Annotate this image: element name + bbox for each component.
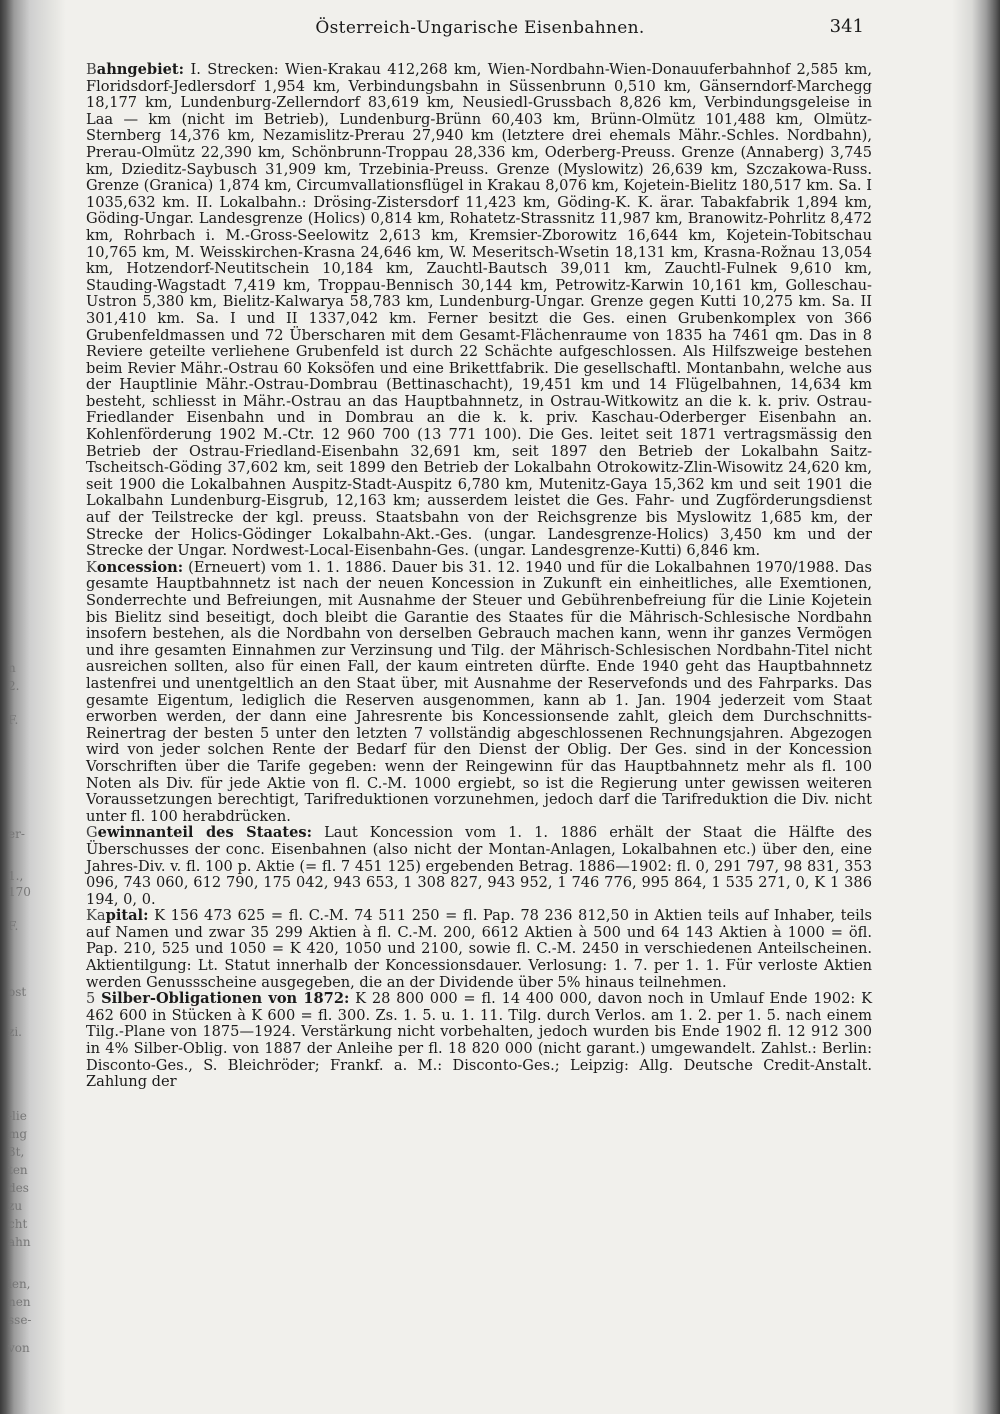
margin-fragment: F.	[8, 713, 19, 727]
margin-fragment: n	[8, 661, 16, 675]
section-kapital	[86, 908, 872, 991]
section-heading: pital:	[105, 907, 149, 925]
margin-fragment: mg	[8, 1127, 28, 1141]
section-text: I. Strecken: Wien-Krakau 412,268 km, Wien-Nordbahn-Wien-Donauuferbahnhof 2,585 km, Floridsdorf-Jedlersdorf 1,954 km, Verbindungsbahn in Süssenbrunn 0,510 km, Gänserndorf-Marchegg 18,177 km, Lundenburg-Zellerndorf 83,619 km, Neusiedl-Grussbach 8,826 km, Verbindungsgeleise in Laa — km (nicht im Betrieb), Lundenburg-Brünn 60,403 km, Brünn-Olmütz 101,488 km, Olmütz-Sternberg 14,376 km, Nezamislitz-Prerau 27,940 km (letztere drei ehemals Mähr.-Schles. Nordbahn), Prerau-Olmütz 22,390 km, Schönbrunn-Troppau 28,336 km, Oderberg-Preuss. Grenze (Annaberg) 3,745 km, Dzieditz-Saybusch 31,909 km, Trzebinia-Preuss. Grenze (Myslowitz) 26,639 km, Szczakowa-Russ. Grenze (Granica) 1,874 km, Circumvallationsflügel in Krakau 8,076 km, Kojetein-Bielitz 180,517 km. Sa. I 1035,632 km. II. Lokalbahn.: Drösing-Zistersdorf 11,423 km, Göding-K. K. ärar. Tabakfabrik 1,894 km, Göding-Ungar. Landesgrenze (Holics) 0,814 km, Rohatetz-Strassnitz 11,987 km, Branowitz-Pohrlitz 8,472 km, Rohrbach i. M.-Gross-Seelowitz 2,613 km, Kremsier-Zborowitz 16,644 km, Kojetein-Tobitschau 10,765 km, M. Weisskirchen-Krasna 24,646 km, W. Meseritsch-Wsetin 18,131 km, Krasna-Rožnau 13,054 km, Hotzendorf-Neutitschein 10,184 km, Zauchtl-Bautsch 39,011 km, Zauchtl-Fulnek 9,610 km, Stauding-Wagstadt 7,419 km, Troppau-Bennisch 30,144 km, Petrowitz-Karwin 10,161 km, Golleschau-Ustron 5,380 km, Bielitz-Kalwarya 58,783 km, Lundenburg-Ungar. Grenze gegen Kutti 10,275 km. Sa. II 301,410 km. Sa. I und II 1337,042 km. Ferner besitzt die Ges. einen Grubenkomplex von 366 Grubenfeldmassen und 72 Überscharen mit dem Gesamt-Flächenraume von 1835 ha 7461 qm. Das in 8 Reviere geteilte verliehene Grubenfeld ist durch 22 Schächte aufgeschlossen. Als Hilfszweige bestehen beim Revier Mähr.-Ostrau 60 Koksöfen und eine Brikettfabrik. Die gesellschaftl. Montanbahn, welche aus der Hauptlinie Mähr.-Ostrau-Dombrau (Bettinaschacht), 19,451 km und 14 Flügelbahnen, 14,634 km besteht, schliesst in Mähr.-Ostrau an das Hauptbahnnetz, in Ostrau-Witkowitz an die k. k. priv. Ostrau-Friedlander Eisenbahn und in Dombrau an die k. k. priv. Kaschau-Oderberger Eisenbahn an. Kohlenförderung 1902 M.-Ctr. 12 960 700 (13 771 100). Die Ges. leitet seit 1871 vertragsmässig den Betrieb der Ostrau-Friedland-Eisenbahn 32,691 km, seit 1897 den Betrieb der Lokalbahn Saitz-Tscheitsch-Göding 37,602 km, seit 1899 den Betrieb der Lokalbahn Otrokowitz-Zlin-Wisowitz 24,620 km, seit 1900 die Lokalbahnen Auspitz-Stadt-Auspitz 6,780 km, Mutenitz-Gaya 15,362 km und seit 1901 die Lokalbahn Lundenburg-Eisgrub, 12,163 km; ausserdem leistet die Ges. Fahr- und Zugförderungsdienst auf der Teilstrecke der kgl. preuss. Staatsbahn von der Reichsgrenze bis Myslowitz 1,685 km, der Strecke der Holics-Gödinger Lokalbahn-Akt.-Ges. (ungar. Landesgrenze-Holics) 3,450 km und der Strecke der Ungar. Nordwest-Local-Eisenbahn-Ges. (ungar. Landesgrenze-Kutti) 6,846 km.	[86, 61, 872, 560]
section-gewinnanteil	[86, 825, 872, 908]
section-initial: B	[86, 61, 97, 78]
section-text: K 28 800 000 = fl. 14 400 000, davon noch in Umlauf Ende 1902: K 462 600 in Stücken à K 600 = fl. 300. Zs. 1. 5. u. 1. 11. Tilg. durch Verlos. am 1. 2. per 1. 5. nach einem Tilg.-Plane von 1875—1924. Verstärkung nicht vorbehalten, jedoch wurden bis Ende 1902 fl. 12 912 300 in 4% Silber-Oblig. von 1887 der Anleihe per fl. 18 820 000 (nicht garant.) umgewandelt. Zahlst.: Berlin: Disconto-Ges., S. Bleichröder; Frankf. a. M.: Disconto-Ges.; Leipzig: Allg. Deutsche Credit-Anstalt. Zahlung der	[86, 990, 873, 1091]
section-text: (Erneuert) vom 1. 1. 1886. Dauer bis 31. 12. 1940 und für die Lokalbahnen 1970/1988. Das gesamte Hauptbahnnetz ist nach der neuen Koncession in Zukunft ein einheitliches, alle Exemtionen, Sonderrechte und Befreiungen, mit Ausnahme der Steuer und Gebührenbefreiung für die Linie Kojetein bis Bielitz sind beseitigt, doch bleibt die Garantie des Staates für die Mährisch-Schlesische Nordbahn insofern bestehen, als die Nordbahn von derselben Gebrauch machen kann, wenn ihr ganzes Vermögen und ihre gesamten Einnahmen zur Verzinsung und Tilg. der Mährisch-Schlesischen Nordbahn-Titel nicht ausreichen sollten, also für einen Fall, der kaum eintreten dürfte. Ende 1940 geht das Hauptbahnnetz lastenfrei und unentgeltlich an den Staat über, mit Ausnahme der Reservefonds und des Fahrparks. Das gesamte Eigentum, lediglich die Reserven ausgenommen, kann ab 1. Jan. 1904 jederzeit vom Staat erworben werden, der dann eine Jahresrente bis Koncessionsende zahlt, gleich dem Durchschnitts-Reinertrag der besten 5 unter den letzten 7 vollständig abgeschlossenen Rechnungsjahren. Abgezogen wird von jeder solchen Rente der Bedarf für den Dienst der Oblig. Der Ges. sind in der Koncession Vorschriften über die Tarife gegeben: wenn der Reingewinn für das Hauptbahnnetz mehr als fl. 100 Noten als Div. für jede Aktie von fl. C.-M. 1000 ergiebt, so ist die Regierung unter gewissen weiteren Voraussetzungen berechtigt, Tarifreduktionen vorzunehmen, jedoch darf die Tarifreduktion die Div. nicht unter fl. 100 herabdrücken.	[86, 558, 872, 825]
margin-fragment: 3t,	[8, 1145, 25, 1159]
section-initial: Ka	[86, 907, 106, 925]
margin-fragment: zu	[8, 1199, 23, 1213]
margin-fragment: zi.	[8, 1025, 22, 1039]
section-text: K 156 473 625 = fl. C.-M. 74 511 250 = fl. Pap. 78 236 812,50 in Aktien teils auf Inhaber, teils auf Namen und zwar 35 299 Aktien à fl. C.-M. 200, 6612 Aktien à 500 und 64 143 Aktien à 1000 = öfl. Pap. 210, 525 und 1050 = K 420, 1050 und 2100, sowie fl. C.-M. 2450 in verschiedenen Anteilscheinen. Aktientilgung: Lt. Statut innerhalb der Koncessionsdauer. Verlosung: 1. 7. per 1. 1. Für verloste Aktien werden Genussscheine ausgegeben, die an der Dividende über 5% hinaus teilnehmen.	[86, 907, 872, 991]
margin-fragment: ten	[8, 1163, 28, 1177]
margin-fragment: cht	[8, 1217, 28, 1231]
margin-fragment: 1.,	[8, 869, 24, 883]
margin-fragment: nen	[8, 1295, 31, 1309]
section-koncession	[86, 560, 872, 826]
section-heading: oncession:	[96, 558, 184, 576]
section-initial: 5	[86, 990, 96, 1008]
page-edge-shadow	[952, 0, 1000, 1414]
margin-fragment: ahn	[8, 1235, 31, 1249]
section-heading: Silber-Obligationen von 1872:	[101, 990, 350, 1008]
margin-fragment: -lie	[8, 1109, 27, 1123]
margin-fragment: ien,	[8, 1277, 31, 1291]
running-head: Österreich-Ungarische Eisenbahnen.	[315, 18, 645, 38]
section-initial: G	[86, 824, 98, 842]
section-text: Laut Koncession vom 1. 1. 1886 erhält der Staat die Hälfte des Überschusses der conc. Eisenbahnen (also nicht der Montan-Anlagen, Lokalbahnen etc.) über den, eine Jahres-Div. v. fl. 100 p. Aktie (= fl. 7 451 125) ergebenden Betrag. 1886—1902: fl. 0, 291 797, 98 831, 353 096, 743 060, 612 790, 175 042, 943 653, 1 308 827, 943 952, 1 746 776, 995 864, 1 535 271, 0, K 1 386 194, 0, 0.	[86, 824, 872, 908]
margin-fragment: ost	[8, 985, 27, 999]
section-initial: K	[86, 558, 97, 576]
section-bahngebiet	[86, 62, 872, 560]
section-heading: ewinnanteil des Staates:	[97, 824, 312, 842]
margin-fragment: des	[8, 1181, 29, 1195]
section-silber-obligationen	[86, 991, 872, 1091]
margin-fragment: von	[8, 1341, 30, 1355]
page-number: 341	[829, 16, 864, 37]
margin-fragment: 170	[8, 885, 31, 899]
margin-fragment: F.	[8, 919, 19, 933]
margin-fragment: er-	[8, 827, 25, 841]
margin-fragment: sse-	[8, 1313, 32, 1327]
margin-fragment: 2.	[8, 679, 20, 693]
section-heading: ahngebiet:	[96, 61, 185, 78]
page-body	[86, 62, 872, 1091]
